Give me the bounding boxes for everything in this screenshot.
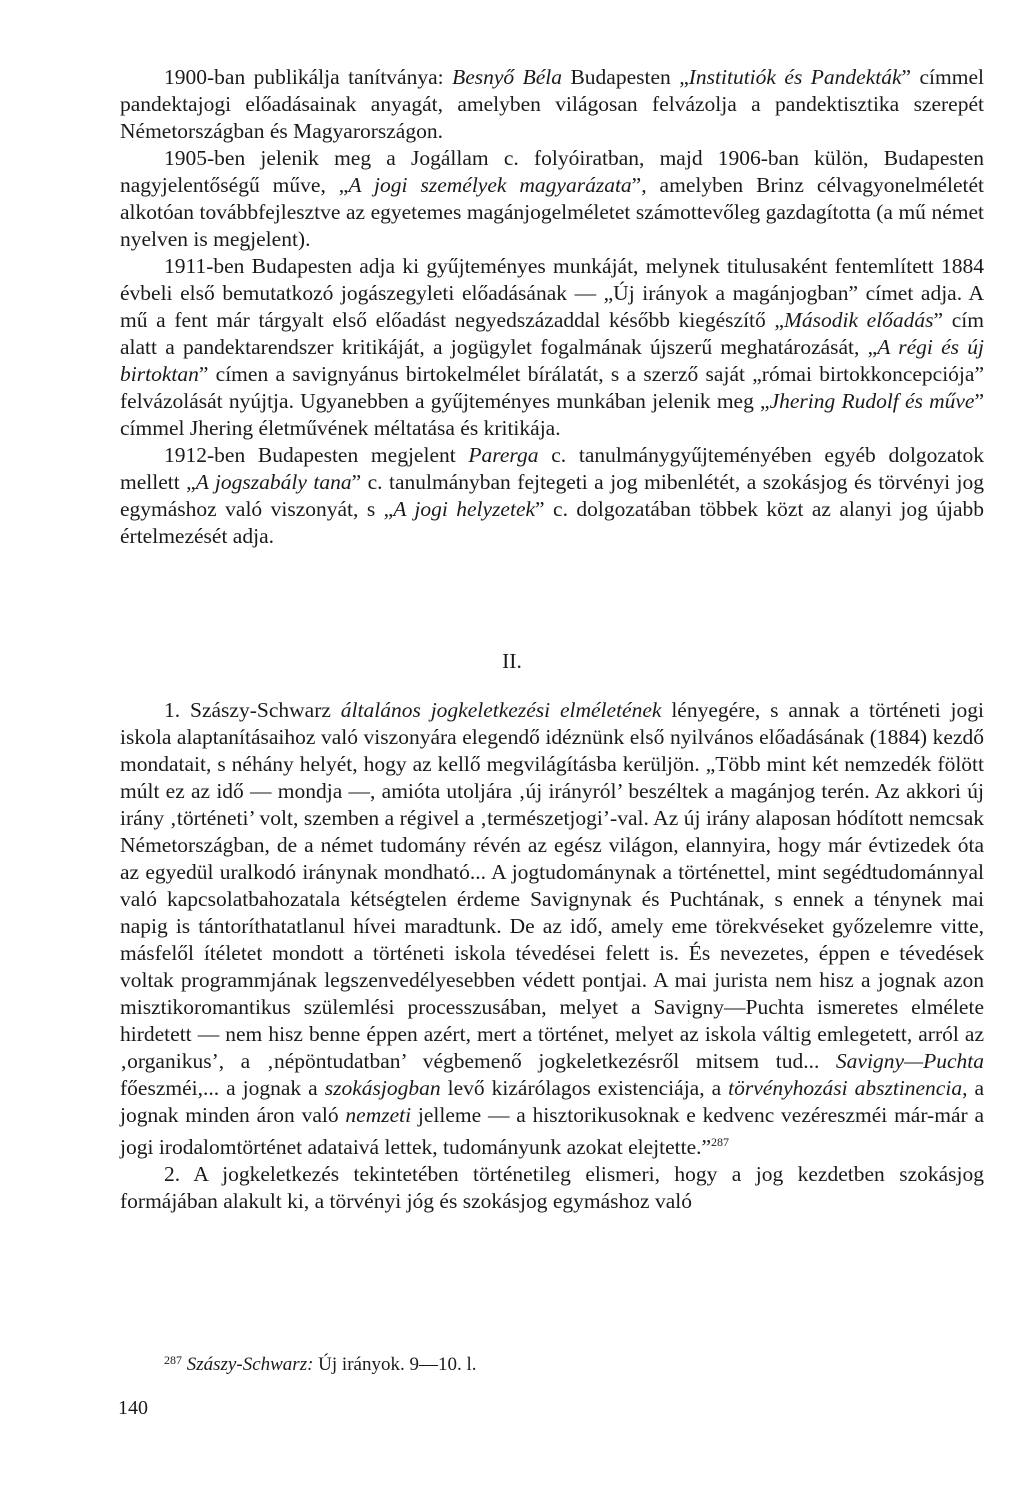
text-run: ” c. dolgozatában többek közt az alanyi jog újabb értelmezését adja.	[120, 497, 985, 548]
italic-text: A régi és új birtoktan	[120, 335, 984, 386]
italic-text: Besnyő Béla	[452, 65, 562, 89]
text-run: ” c. tanulmányban fejtegeti a jog mibenlétét, a szokásjog és törvényi jog egymáshoz való viszonyát, s „	[120, 470, 984, 521]
text-run: Budapesten „	[562, 65, 689, 89]
page-number: 140	[118, 1397, 148, 1419]
italic-text: A jogi személyek magyarázata	[348, 173, 632, 197]
text-run: lényegére, s annak a történeti jogi iskola alaptanításaihoz való viszonyára elegendő idéznünk első nyilvános előadásának (1884) kezdő mondatait, s néhány helyét, hogy az kellő megvilágításba kerüljön. „Több mint két nemzedék fölött múlt ez az idő — mondja —, amióta utoljára ‚új irányról’ beszéltek a magánjog terén. Az akkori új irány ‚történeti’ volt, szemben a régivel a ‚természetjogi’-val. Az új irány alaposan hódított nemcsak Németországban, de a német tudomány révén az egész világon, elannyira, hogy már évtizedek óta az egyedül uralkodó iránynak mondható... A jogtudománynak a történettel, mint segédtudománnyal való kapcsolatbahozatala kétségtelen érdeme Savignynak és Puchtának, s ennek a ténynek mai napig is tántoríthatatlanul hívei maradtunk. De az idő, amely eme törekvéseket győzelemre vitte, másfelől ítéletet mondott a történeti iskola tévedései felett is. És nevezetes, éppen e tévedések voltak programmjának legszenvedélyesebben védett pontjai. A mai jurista nem hisz a jognak azon misztikoromantikus szülemlési processzusában, melyet a Savigny—Puchta ismeretes elmélete hirdetett — nem hisz benne éppen azért, mert a történet, melyet az iskola váltig emlegetett, arról az ‚organikus’, a ‚népöntudatban’ végbemenő jogkeletkezésről mitsem tud...	[120, 698, 985, 1073]
body-text-lower	[120, 697, 984, 1215]
section-heading: II.	[502, 649, 522, 673]
text-run: levő kizárólagos existenciája, a	[440, 1076, 729, 1100]
italic-text: A jogi helyzetek	[393, 497, 536, 521]
paragraph	[120, 64, 984, 145]
paragraph	[120, 1161, 984, 1215]
text-run: ” címmel pandektajogi előadásainak anyagát, amelyben világosan felvázolja a pandektisztika szerepét Németországban és Magyarországon.	[120, 65, 984, 143]
text-run: ” címen a savignyánus birtokelmélet bírálatát, s a szerző saját „római birtokkoncepciója” felvázolását nyújtja. Ugyanebben a gyűjteményes munkában jelenik meg „	[120, 362, 984, 413]
italic-text: A jogszabály tana	[195, 470, 352, 494]
footnote	[164, 1348, 964, 1377]
paragraph	[120, 442, 984, 550]
italic-text: törvényhozási absztinencia,	[728, 1076, 968, 1100]
italic-text: szokásjogban	[324, 1076, 441, 1100]
italic-text: Második előadás	[783, 308, 934, 332]
text-run: ” cím alatt a pandektarendszer kritikáját, a jogügylet fogalmának újszerű meghatározását, „	[120, 308, 984, 359]
footnote-number: 287	[164, 1353, 182, 1367]
italic-text: Savigny—Puchta	[835, 1049, 984, 1073]
italic-text: általános jogkeletkezési elméletének	[340, 698, 662, 722]
text-run: 1911-ben Budapesten adja ki gyűjteményes munkáját, melynek titulusaként fentemlített 1884 évbeli első bemutatkozó jogászegyleti előadásának — „Új irányok a magánjogban” címet adja. A mű a fent már tárgyalt első előadást negyedszázaddal később kiegészítő „	[120, 254, 984, 332]
text-run: ” címmel Jhering életművének méltatása és kritikája.	[120, 389, 984, 440]
text-run: c. tanulmánygyűjteményében egyéb dolgozatok mellett „	[120, 443, 984, 494]
footnote-author: Szászy-Schwarz:	[186, 1354, 314, 1375]
italic-text: Institutiók és Pandekták	[688, 65, 902, 89]
text-run: 2. A jogkeletkezés tekintetében történetileg elismeri, hogy a jog kezdetben szokásjog formájában alakult ki, a törvényi jóg és szokásjog egymáshoz való	[120, 1162, 984, 1213]
footnote-ref: 287	[711, 1135, 730, 1149]
paragraph	[120, 253, 984, 442]
paragraph	[120, 145, 984, 253]
paragraph	[120, 697, 984, 1161]
text-run: 1900-ban publikálja tanítványa:	[164, 65, 453, 89]
italic-text: Jhering Rudolf és műve	[769, 389, 975, 413]
text-run: a jognak minden áron való	[120, 1076, 985, 1127]
footnote-text: Új irányok. 9—10. l.	[313, 1354, 477, 1375]
text-run: 1912-ben Budapesten megjelent	[164, 443, 469, 467]
text-run: 1905-ben jelenik meg a Jogállam c. folyóiratban, majd 1906-ban külön, Budapesten nagyjelentőségű műve, „	[120, 146, 984, 197]
text-run: jelleme — a hisztorikusoknak e kedvenc vezéreszméi már-már a jogi irodalomtörténet adataivá lettek, tudományunk azokat elejtette.”	[120, 1103, 984, 1159]
text-run: főeszméi,... a jognak a	[120, 1076, 325, 1100]
italic-text: nemzeti	[345, 1103, 412, 1127]
body-text-upper	[120, 64, 984, 550]
text-run: ”, amelyben Brinz célvagyonelméletét alkotóan továbbfejlesztve az egyetemes magánjogelméletet számottevőleg gazdagította (a mű német nyelven is megjelent).	[120, 173, 984, 251]
italic-text: Parerga	[468, 443, 539, 467]
text-run: 1. Szászy-Schwarz	[164, 698, 341, 722]
